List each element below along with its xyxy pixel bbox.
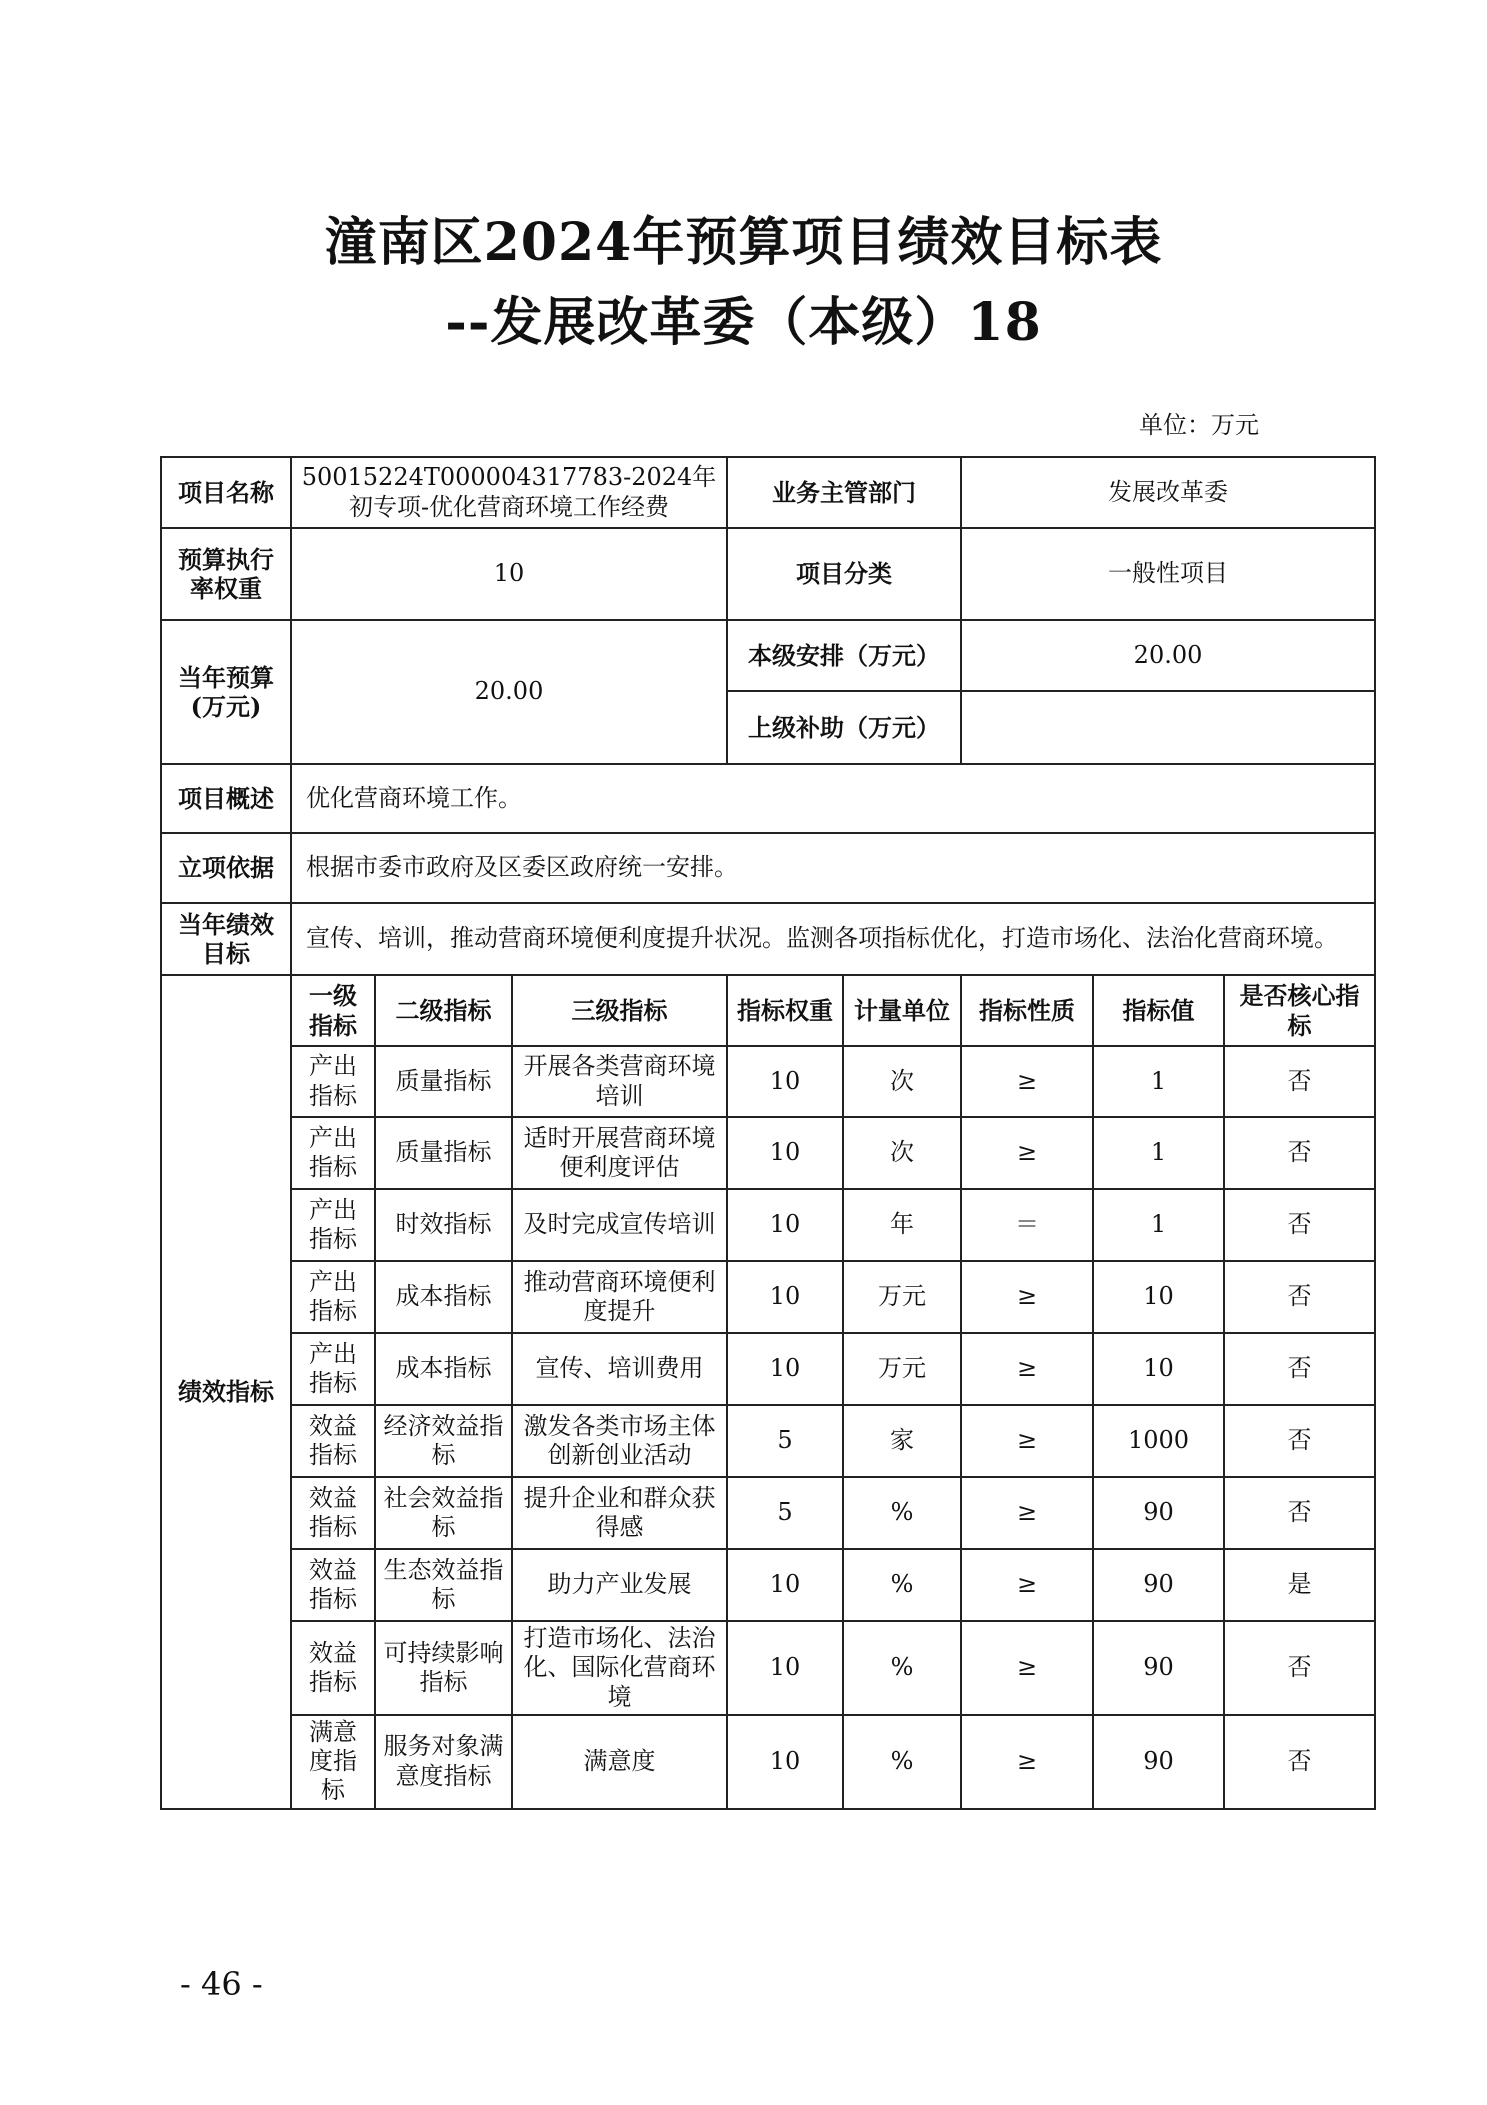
- indicator-core: 否: [1224, 1621, 1375, 1715]
- indicator-level2: 质量指标: [375, 1046, 512, 1117]
- table-row: [161, 1261, 1375, 1333]
- indicator-weight: 5: [727, 1405, 843, 1477]
- dept-label: 业务主管部门: [727, 457, 961, 528]
- indicator-weight: 10: [727, 1189, 843, 1261]
- indicator-level1: 效益指标: [291, 1549, 375, 1621]
- table-row: [161, 1621, 1375, 1715]
- indicator-level3: 宣传、培训费用: [512, 1333, 727, 1405]
- doc-title-line1: 潼南区2024年预算项目绩效目标表: [324, 212, 1163, 273]
- indicator-unit: 次: [843, 1117, 961, 1189]
- project-name: 50015224T000004317783-2024年初专项-优化营商环境工作经费: [291, 457, 727, 528]
- indicator-value: 90: [1093, 1549, 1224, 1621]
- indicator-nature: ≥: [961, 1046, 1093, 1117]
- indicator-level3: 满意度: [512, 1715, 727, 1809]
- indicator-value: 10: [1093, 1333, 1224, 1405]
- goal-label: 当年绩效目标: [161, 903, 291, 975]
- exec-rate-label: 预算执行率权重: [161, 528, 291, 620]
- header-weight: 指标权重: [727, 975, 843, 1046]
- indicator-unit: %: [843, 1715, 961, 1809]
- unit-label: 单位：万元: [1139, 411, 1259, 439]
- indicator-nature: ≥: [961, 1549, 1093, 1621]
- local-budget-label: 本级安排（万元）: [727, 620, 961, 691]
- indicator-level2: 经济效益指标: [375, 1405, 512, 1477]
- doc-title-line2: --发展改革委（本级）18: [445, 292, 1042, 353]
- table-row: [161, 1117, 1375, 1189]
- overview-value: 优化营商环境工作。: [291, 764, 1375, 833]
- indicator-unit: 万元: [843, 1261, 961, 1333]
- indicator-weight: 10: [727, 1621, 843, 1715]
- header-unit: 计量单位: [843, 975, 961, 1046]
- indicator-unit: 家: [843, 1405, 961, 1477]
- indicator-unit: %: [843, 1477, 961, 1549]
- indicator-nature: ≥: [961, 1333, 1093, 1405]
- overview-label: 项目概述: [161, 764, 291, 833]
- table-row: [161, 1046, 1375, 1117]
- indicator-level2: 质量指标: [375, 1117, 512, 1189]
- indicator-core: 否: [1224, 1261, 1375, 1333]
- indicator-level1: 满意度指标: [291, 1715, 375, 1809]
- exec-rate-value: 10: [291, 528, 727, 620]
- header-core: 是否核心指标: [1224, 975, 1375, 1046]
- indicator-value: 1: [1093, 1189, 1224, 1261]
- table-row: [161, 1189, 1375, 1261]
- header-level2: 二级指标: [375, 975, 512, 1046]
- header-level3: 三级指标: [512, 975, 727, 1046]
- indicator-level1: 产出指标: [291, 1261, 375, 1333]
- indicator-nature: ≥: [961, 1117, 1093, 1189]
- performance-table: [160, 456, 1376, 1810]
- indicator-weight: 10: [727, 1117, 843, 1189]
- indicator-level3: 及时完成宣传培训: [512, 1189, 727, 1261]
- indicator-weight: 10: [727, 1715, 843, 1809]
- indicator-unit: %: [843, 1549, 961, 1621]
- indicator-nature: ≥: [961, 1261, 1093, 1333]
- indicator-unit: 次: [843, 1046, 961, 1117]
- indicator-level3: 适时开展营商环境便利度评估: [512, 1117, 727, 1189]
- table-row: [161, 1549, 1375, 1621]
- indicator-core: 否: [1224, 1333, 1375, 1405]
- indicator-nature: ≥: [961, 1621, 1093, 1715]
- category-label: 项目分类: [727, 528, 961, 620]
- indicator-weight: 5: [727, 1477, 843, 1549]
- indicator-level2: 社会效益指标: [375, 1477, 512, 1549]
- goal-value: 宣传、培训，推动营商环境便利度提升状况。监测各项指标优化，打造市场化、法治化营商环境。: [291, 903, 1375, 975]
- header-nature: 指标性质: [961, 975, 1093, 1046]
- budget-label: 当年预算(万元): [161, 620, 291, 764]
- indicator-level2: 可持续影响指标: [375, 1621, 512, 1715]
- indicator-nature: ≥: [961, 1405, 1093, 1477]
- indicator-value: 1: [1093, 1117, 1224, 1189]
- indicator-core: 否: [1224, 1715, 1375, 1809]
- indicator-level2: 服务对象满意度指标: [375, 1715, 512, 1809]
- indicator-level1: 产出指标: [291, 1046, 375, 1117]
- header-value: 指标值: [1093, 975, 1224, 1046]
- indicator-level2: 成本指标: [375, 1333, 512, 1405]
- table-row: [161, 1477, 1375, 1549]
- indicator-nature: ＝: [961, 1189, 1093, 1261]
- basis-label: 立项依据: [161, 833, 291, 903]
- indicator-level1: 效益指标: [291, 1621, 375, 1715]
- indicator-level3: 助力产业发展: [512, 1549, 727, 1621]
- indicator-value: 90: [1093, 1477, 1224, 1549]
- indicator-level2: 生态效益指标: [375, 1549, 512, 1621]
- indicator-level2: 时效指标: [375, 1189, 512, 1261]
- indicator-level2: 成本指标: [375, 1261, 512, 1333]
- indicator-level3: 打造市场化、法治化、国际化营商环境: [512, 1621, 727, 1715]
- indicator-level1: 效益指标: [291, 1477, 375, 1549]
- indicator-core: 否: [1224, 1405, 1375, 1477]
- project-name-label: 项目名称: [161, 457, 291, 528]
- indicator-nature: ≥: [961, 1715, 1093, 1809]
- indicator-weight: 10: [727, 1333, 843, 1405]
- basis-value: 根据市委市政府及区委区政府统一安排。: [291, 833, 1375, 903]
- table-row: [161, 1333, 1375, 1405]
- indicator-value: 10: [1093, 1261, 1224, 1333]
- indicator-core: 否: [1224, 1046, 1375, 1117]
- indicator-unit: 万元: [843, 1333, 961, 1405]
- indicator-level1: 产出指标: [291, 1117, 375, 1189]
- indicator-unit: %: [843, 1621, 961, 1715]
- upper-subsidy-label: 上级补助（万元）: [727, 691, 961, 764]
- indicator-level1: 产出指标: [291, 1333, 375, 1405]
- budget-value: 20.00: [291, 620, 727, 764]
- indicator-weight: 10: [727, 1549, 843, 1621]
- dept-value: 发展改革委: [961, 457, 1375, 528]
- upper-subsidy-value: [961, 691, 1375, 764]
- local-budget-value: 20.00: [961, 620, 1375, 691]
- indicators-label: 绩效指标: [161, 975, 291, 1809]
- indicator-core: 否: [1224, 1189, 1375, 1261]
- indicator-level3: 提升企业和群众获得感: [512, 1477, 727, 1549]
- table-row: [161, 1715, 1375, 1809]
- indicator-level3: 推动营商环境便利度提升: [512, 1261, 727, 1333]
- category-value: 一般性项目: [961, 528, 1375, 620]
- indicator-value: 1000: [1093, 1405, 1224, 1477]
- indicator-core: 是: [1224, 1549, 1375, 1621]
- indicator-nature: ≥: [961, 1477, 1093, 1549]
- indicator-level3: 开展各类营商环境培训: [512, 1046, 727, 1117]
- indicator-core: 否: [1224, 1477, 1375, 1549]
- indicator-weight: 10: [727, 1046, 843, 1117]
- indicator-value: 90: [1093, 1715, 1224, 1809]
- indicator-unit: 年: [843, 1189, 961, 1261]
- page-number: - 46 -: [180, 1965, 263, 2003]
- indicator-level1: 产出指标: [291, 1189, 375, 1261]
- indicator-core: 否: [1224, 1117, 1375, 1189]
- table-row: [161, 1405, 1375, 1477]
- header-level1: 一级指标: [291, 975, 375, 1046]
- indicator-value: 90: [1093, 1621, 1224, 1715]
- indicator-level3: 激发各类市场主体创新创业活动: [512, 1405, 727, 1477]
- indicator-value: 1: [1093, 1046, 1224, 1117]
- indicator-weight: 10: [727, 1261, 843, 1333]
- indicator-level1: 效益指标: [291, 1405, 375, 1477]
